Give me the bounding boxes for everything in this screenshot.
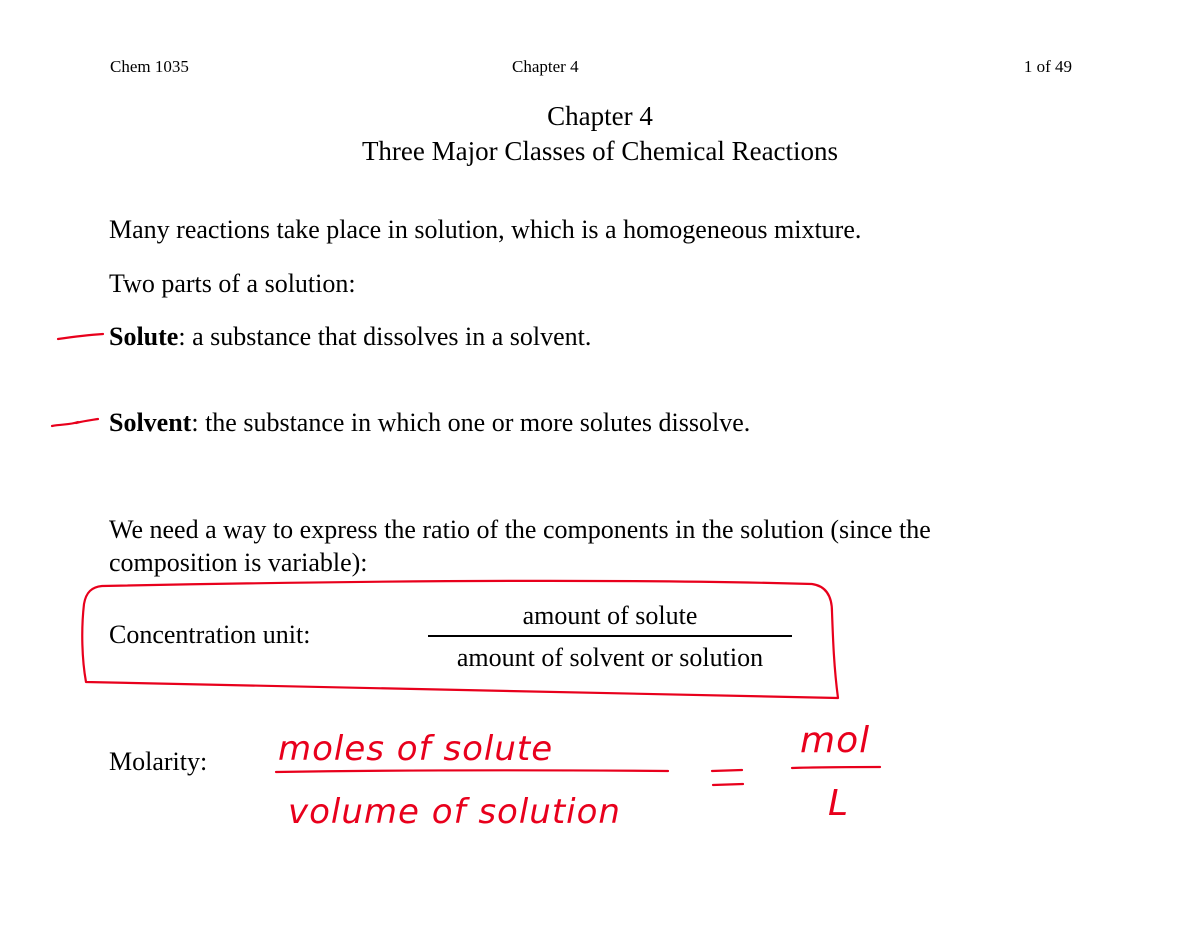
unit-denominator-handwriting: L	[828, 783, 850, 824]
molarity-numerator-handwriting: moles of solute	[278, 729, 554, 769]
solute-term: Solute	[109, 322, 179, 351]
header-chapter: Chapter 4	[512, 57, 579, 76]
equals-top-line	[712, 770, 742, 771]
unit-numerator-handwriting: mol	[800, 720, 871, 761]
concentration-fraction-bar	[428, 635, 792, 637]
ratio-paragraph-line1: We need a way to express the ratio of the components in the solution (since the	[109, 515, 931, 544]
solute-arrow-mark	[58, 334, 103, 339]
parts-heading: Two parts of a solution:	[109, 269, 356, 298]
solvent-def-text: : the substance in which one or more solutes dissolve.	[191, 408, 751, 437]
concentration-label: Concentration unit:	[109, 620, 311, 649]
solute-def-text: : a substance that dissolves in a solvent.	[178, 322, 592, 351]
molarity-denominator-handwriting: volume of solution	[288, 792, 621, 832]
solvent-arrow-mark	[52, 419, 98, 426]
chapter-title: Chapter 4	[547, 101, 653, 131]
header-page-number: 1 of 49	[1023, 57, 1072, 76]
chapter-subtitle: Three Major Classes of Chemical Reactions	[361, 136, 839, 166]
solvent-definition	[109, 408, 750, 438]
ratio-paragraph-line2: composition is variable):	[109, 548, 368, 577]
molarity-fraction-bar	[276, 770, 668, 772]
solute-definition	[109, 322, 591, 352]
header-course: Chem 1035	[110, 57, 189, 76]
concentration-denominator: amount of solvent or solution	[456, 643, 764, 672]
equals-bottom-line	[713, 784, 743, 785]
concentration-numerator: amount of solute	[522, 601, 698, 630]
intro-paragraph: Many reactions take place in solution, which is a homogeneous mixture.	[109, 215, 862, 244]
molarity-label: Molarity:	[109, 747, 208, 776]
unit-fraction-bar	[792, 767, 880, 768]
solvent-term: Solvent	[109, 408, 192, 437]
